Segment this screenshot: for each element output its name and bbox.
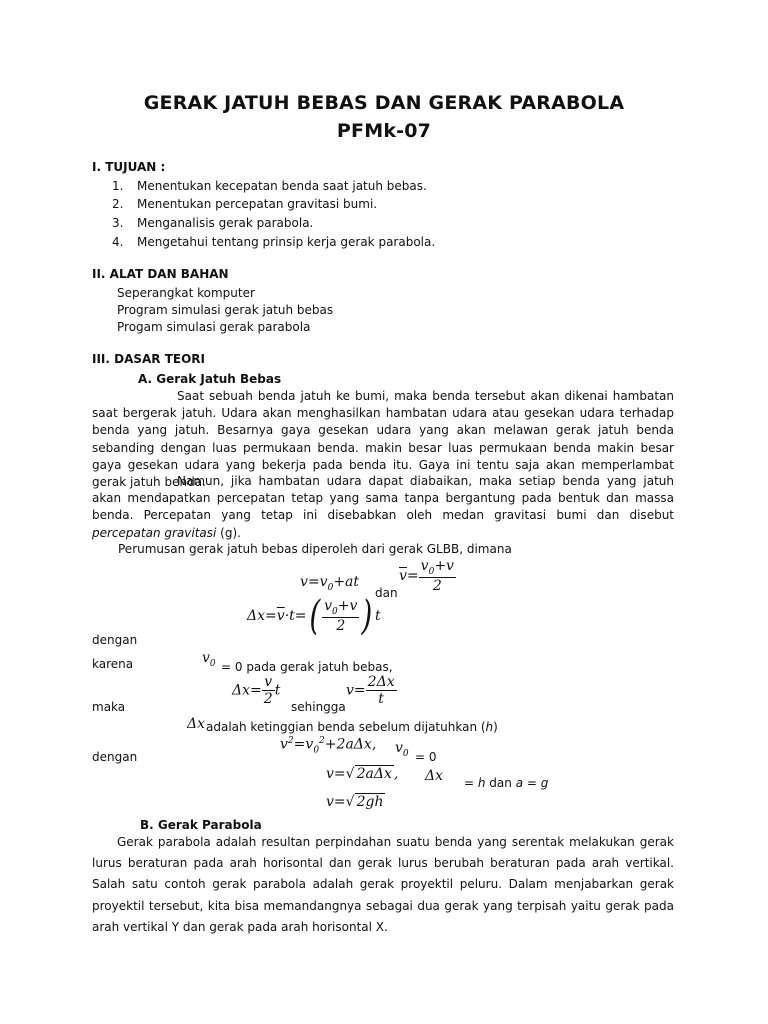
symbol-delta-x-2: Δx <box>425 768 444 784</box>
symbol-delta-x: Δx <box>187 716 206 732</box>
list-item: Menentukan kecepatan benda saat jatuh bebas. <box>137 179 427 193</box>
subsection-a-heading: A. Gerak Jatuh Bebas <box>138 372 282 386</box>
list-item: Menentukan percepatan gravitasi bumi. <box>137 197 378 211</box>
list-item: Mengetahui tentang prinsip kerja gerak parabola. <box>137 235 436 249</box>
paragraph-perumusan: Perumusan gerak jatuh bebas diperoleh dari gerak GLBB, dimana <box>118 542 512 556</box>
paragraph-gerak-parabola: Gerak parabola adalah resultan perpindahan suatu benda yang serentak melakukan gerak lurus beraturan pada arah horisontal dan gerak lurus berubah beraturan pada arah vertikal. Salah satu contoh gerak parabola adalah gerak proyektil peluru. Dalam menjabarkan gerak proyektil tersebut, kita bisa memandangnya sebagai dua gerak yang terpisah yaitu gerak pada arah vertikal Y dan gerak pada arah horisontal X. <box>92 835 674 934</box>
paragraph-gerak-jatuh-1: Saat sebuah benda jatuh ke bumi, maka benda tersebut akan dikenai hambatan saat bergerak jatuh. Udara akan menghasilkan hambatan udara atau gesekan udara terhadap benda yang jatuh. Besarnya gaya gesekan udara yang akan melawan gerak jatuh benda sebanding dengan luas permukaan benda. makin besar luas permukaan benda makin besar gaya gesekan udara yang bekerja pada benda itu. Gaya ini tentu saja akan memperlambat gerak jatuh benda. <box>92 389 674 490</box>
section-alat-heading: II. ALAT DAN BAHAN <box>92 267 229 281</box>
text-v0-zero: = 0 pada gerak jatuh bebas, <box>221 660 393 674</box>
document-code: PFMk-07 <box>336 120 432 142</box>
list-item: Seperangkat komputer <box>117 286 255 300</box>
label-maka: maka <box>92 700 126 714</box>
text-ketinggian: adalah ketinggian benda sebelum dijatuhkan (h) <box>206 720 498 734</box>
list-item: Program simulasi gerak jatuh bebas <box>117 303 334 317</box>
text-equals-zero: = 0 <box>415 750 437 764</box>
list-item-number: 3. <box>112 216 124 230</box>
formula-displacement: $\Delta x=\overline{v}\cdot t=$( $\frac{v_0+v}{2}$ ) t <box>247 593 381 639</box>
section-tujuan-heading: I. TUJUAN : <box>92 160 166 174</box>
subsection-b-heading: B. Gerak Parabola <box>140 818 262 832</box>
formula-v-sqrt-2gh: v=√ 2gh <box>326 794 384 810</box>
list-item-number: 2. <box>112 197 124 211</box>
list-item: Menganalisis gerak parabola. <box>137 216 314 230</box>
paragraph-gerak-jatuh-2: Namun, jika hambatan udara dapat diabaikan, maka setiap benda yang jatuh akan mendapatkan percepatan tetap yang sama tanpa bergantung pada bentuk dan massa benda. Percepatan yang tetap ini disebabkan oleh medan gravitasi bumi dan disebut percepatan gravitasi (g). <box>92 474 674 540</box>
label-sehingga: sehingga <box>291 700 346 714</box>
formula-v-squared: $v^2=v_0^2+2a\Delta x$, <box>280 736 377 756</box>
text-condition: = h dan a = g <box>464 776 549 790</box>
symbol-v0: $v_0$ <box>202 650 216 669</box>
label-dengan-2: dengan <box>92 750 138 764</box>
formula-v-equals-v0-plus-at: $v=v_0+at$ <box>300 574 360 593</box>
formula-dx-v-over-2-t: Δx= $\frac{v}{2}$ t <box>232 674 281 707</box>
section-dasar-teori-heading: III. DASAR TEORI <box>92 352 206 366</box>
list-item-number: 4. <box>112 235 124 249</box>
list-item-number: 1. <box>112 179 124 193</box>
formula-v-2dx-over-t: v= $\frac{2\Delta x}{t}$ <box>346 674 395 707</box>
document-title: GERAK JATUH BEBAS DAN GERAK PARABOLA <box>143 92 625 114</box>
label-karena: karena <box>92 657 134 671</box>
formula-v-sqrt-2adx: v=√ 2aΔx , <box>326 766 399 782</box>
symbol-v0-2: $v_0$ <box>395 740 409 759</box>
label-dengan: dengan <box>92 633 138 647</box>
formula-average-velocity: $\overline{v}=$ $\frac{v_0+v}{2}$ <box>399 558 454 594</box>
list-item: Progam simulasi gerak parabola <box>117 320 311 334</box>
label-dan: dan <box>375 586 398 600</box>
